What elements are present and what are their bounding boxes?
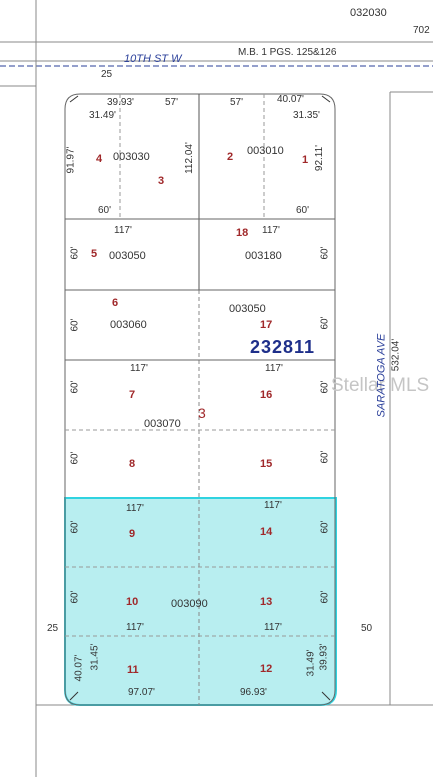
lot-1: 1 [302,154,309,166]
dim-60-r3-right: 60' [319,380,331,394]
dim-31-49: 31.49' [89,110,116,121]
dim-60-r6-left: 60' [69,590,81,604]
dim-31-45-bottom: 31.45' [89,643,101,671]
street-label-top: 10TH ST W [124,53,182,65]
dim-60-r5-right: 60' [319,520,331,534]
street-label-right: SARATOGA AVE [375,333,388,418]
dim-117-r1-right: 117' [262,225,280,236]
dim-31-35: 31.35' [293,110,320,121]
plat-reference: M.B. 1 PGS. 125&126 [238,47,337,58]
parcel-right-label: 702 [413,25,430,36]
dim-91-97: 91.97' [65,146,77,174]
dim-117-r5-right: 117' [264,500,282,511]
dim-31-49-bottom: 31.49' [305,649,317,677]
dim-60-r6-right: 60' [319,590,331,604]
dim-117-r1-left: 117' [114,225,132,236]
lot-3: 3 [158,175,165,187]
dim-60-top-left: 60' [98,205,112,216]
parcel-003060: 003060 [110,319,147,331]
dim-40-07-bottom: 40.07' [73,654,85,682]
dim-57-left: 57' [165,97,179,108]
dim-60-r2-left: 60' [69,318,81,332]
lot-4: 4 [96,153,103,165]
dim-39-93: 39.93' [107,97,134,108]
lot-13: 13 [260,596,273,608]
lot-16: 16 [260,389,273,401]
right-50-dim: 50 [361,623,373,634]
lot-5: 5 [91,248,98,260]
lot-2: 2 [227,151,234,163]
lot-18: 18 [236,227,249,239]
lot-9: 9 [129,528,136,540]
dim-96-93: 96.93' [240,687,267,698]
lot-8: 8 [129,458,136,470]
dim-60-r3-left: 60' [69,380,81,394]
watermark: Stellar MLS [331,375,430,396]
dim-97-07: 97.07' [128,687,155,698]
dim-60-r1-right: 60' [319,246,331,260]
dim-117-r5-left: 117' [126,503,144,514]
lot-11: 11 [127,664,139,676]
dim-60-top-right: 60' [296,205,310,216]
parcel-top-label: 032030 [350,7,387,19]
parcel-003070: 003070 [144,418,181,430]
parcel-003030: 003030 [113,151,150,163]
lot-14: 14 [260,526,273,538]
row-dim-25-top: 25 [101,69,113,80]
parcel-003180: 003180 [245,250,282,262]
dim-57-right: 57' [230,97,244,108]
parcel-003050-a: 003050 [109,250,146,262]
lot-10: 10 [126,596,139,608]
dim-117-r3-left: 117' [130,363,148,374]
lot-17: 17 [260,319,273,331]
dim-60-r5-left: 60' [69,520,81,534]
dim-112-04: 112.04' [183,142,195,174]
dim-117-r3-right: 117' [265,363,283,374]
left-25-dim: 25 [47,623,59,634]
dim-40-07: 40.07' [277,94,304,105]
lot-15: 15 [260,458,273,470]
parcel-003050-b: 003050 [229,303,266,315]
lot-7: 7 [129,389,136,401]
dim-117-r7-left: 117' [126,622,144,633]
dim-39-93-bottom: 39.93' [318,643,330,671]
dim-60-r4-right: 60' [319,450,331,464]
dim-60-r4-left: 60' [69,451,81,465]
lot-6: 6 [112,297,119,309]
parcel-003090: 003090 [171,598,208,610]
parcel-003010: 003010 [247,145,284,157]
lot-12: 12 [260,663,273,675]
block-id: 232811 [250,337,316,357]
right-length-dim: 532.04' [390,338,402,372]
dim-60-r2-right: 60' [319,316,331,330]
dim-117-r7-right: 117' [264,622,282,633]
dim-92-11: 92.11' [314,144,326,172]
block-number: 3 [198,405,206,421]
dim-60-r1-left: 60' [69,246,81,260]
